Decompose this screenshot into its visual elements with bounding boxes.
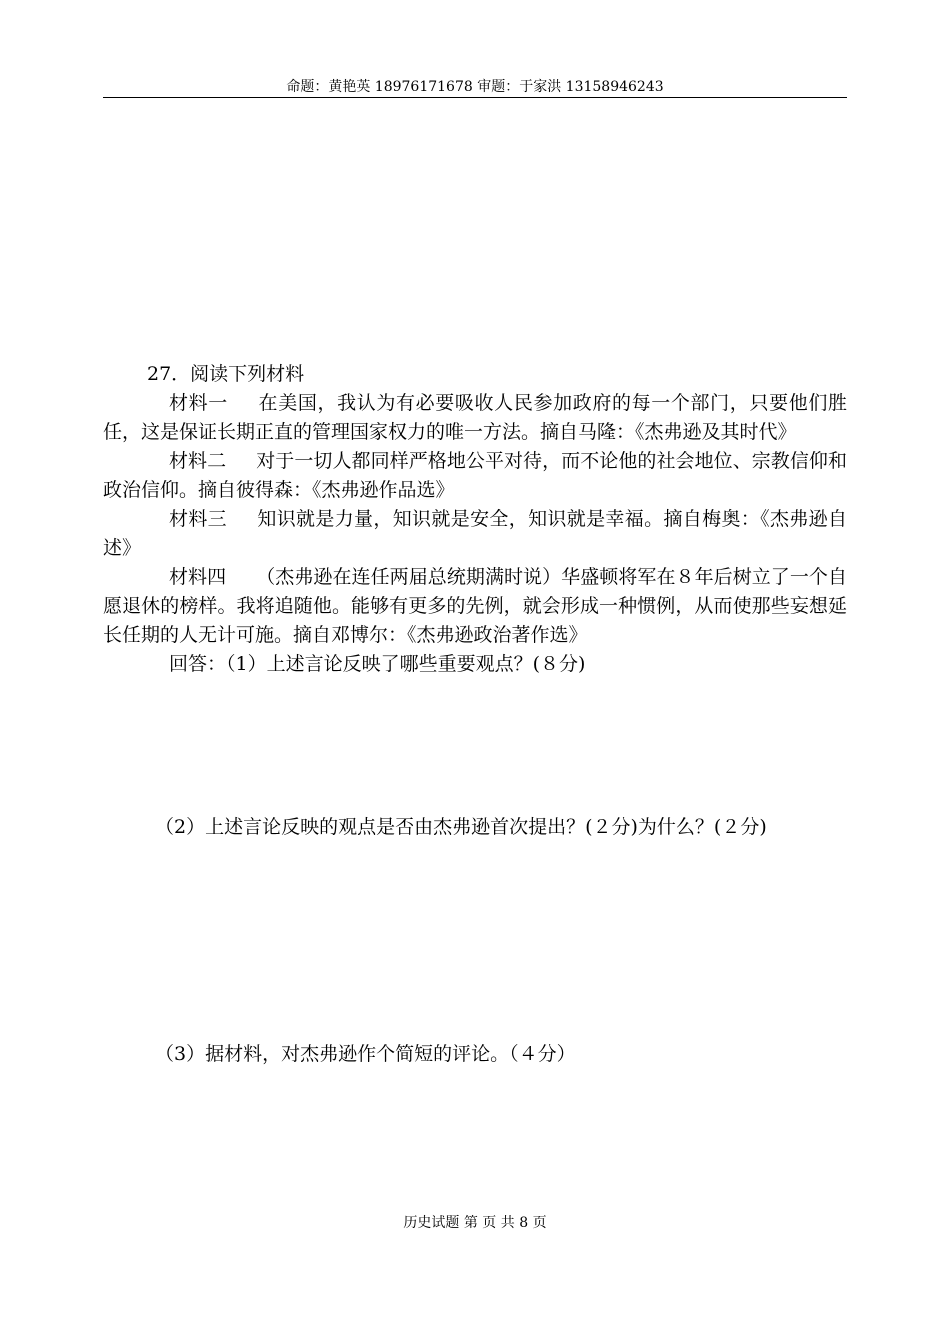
material-4 bbox=[103, 563, 847, 650]
sub-question-2: （2）上述言论反映的观点是否由杰弗逊首次提出？(２分)为什么？(２分) bbox=[155, 816, 767, 838]
material-2 bbox=[103, 447, 847, 505]
answer-intro: 回答：（1）上述言论反映了哪些重要观点？(８分) bbox=[169, 653, 586, 675]
material-4-label: 材料四 bbox=[169, 566, 227, 588]
material-3-label: 材料三 bbox=[169, 508, 228, 530]
page-header: 命题：黄艳英 18976171678 审题：于家洪 13158946243 bbox=[286, 79, 664, 95]
material-1 bbox=[103, 389, 847, 447]
material-3 bbox=[103, 505, 847, 563]
material-1-text: 在美国，我认为有必要吸收人民参加政府的每一个部门，只要他们胜任，这是保证长期正直的管理国家权力的唯一方法。摘自马隆：《杰弗逊及其时代》 bbox=[103, 392, 847, 443]
material-1-label: 材料一 bbox=[169, 392, 228, 414]
material-3-text: 知识就是力量，知识就是安全，知识就是幸福。摘自梅奥：《杰弗逊自述》 bbox=[103, 508, 847, 559]
header-rule bbox=[103, 97, 847, 98]
question-title: 27．阅读下列材料 bbox=[147, 363, 305, 385]
material-2-text: 对于一切人都同样严格地公平对待，而不论他的社会地位、宗教信仰和政治信仰。摘自彼得森：《杰弗逊作品选》 bbox=[103, 450, 847, 501]
material-4-text: （杰弗逊在连任两届总统期满时说）华盛顿将军在８年后树立了一个自愿退休的榜样。我将追随他。能够有更多的先例，就会形成一种惯例，从而使那些妄想延长任期的人无计可施。摘自邓博尔：《杰弗逊政治著作选》 bbox=[103, 566, 847, 646]
material-2-label: 材料二 bbox=[169, 450, 227, 472]
page-footer: 历史试题 第 页 共 8 页 bbox=[403, 1215, 547, 1231]
sub-question-3: （3）据材料，对杰弗逊作个简短的评论。（４分） bbox=[155, 1043, 576, 1065]
question-27 bbox=[103, 360, 847, 679]
